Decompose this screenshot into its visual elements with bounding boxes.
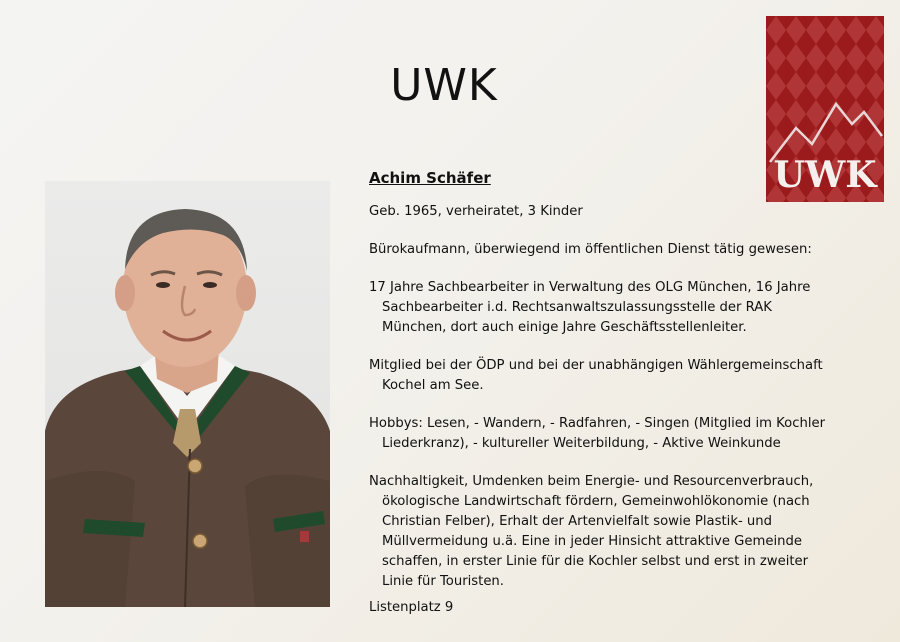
membership: Mitglied bei der ÖDP und bei der unabhängigen Wählergemeinschaft Kochel am See.: [369, 358, 823, 393]
birth-info: Geb. 1965, verheiratet, 3 Kinder: [369, 204, 583, 219]
list-place: Listenplatz 9: [369, 600, 454, 615]
logo-text: UWK: [773, 154, 877, 196]
hobbies: Hobbys: Lesen, - Wandern, - Radfahren, - Singen (Mitglied im Kochler Liederkranz), - kultureller Weiterbildung, - Aktive Weinkunde: [369, 416, 826, 451]
candidate-profile: [369, 168, 829, 618]
candidate-name: Achim Schäfer: [369, 169, 491, 187]
candidate-photo: [45, 181, 330, 607]
profession: Bürokaufmann, überwiegend im öffentlichen Dienst tätig gewesen:: [369, 242, 812, 257]
career-history: 17 Jahre Sachbearbeiter in Verwaltung des OLG München, 16 Jahre Sachbearbeiter i.d. Rechtsanwaltszulassungsstelle der RAK München, dort auch einige Jahre Geschäftsstellenleiter.: [369, 280, 811, 335]
portrait-illustration: [45, 181, 330, 607]
political-goals: Nachhaltigkeit, Umdenken beim Energie- und Resourcenverbrauch, ökologische Landwirtschaft fördern, Gemeinwohlökonomie (nach Christian Felber), Erhalt der Artenvielfalt sowie Plastik- und Müllvermeidung u.ä. Eine in jeder Hinsicht attraktive Gemeinde schaffen, in erster Linie für die Kochler selbst und erst in zweiter Linie für Touristen.: [369, 474, 814, 589]
page-title: UWK: [390, 60, 498, 111]
